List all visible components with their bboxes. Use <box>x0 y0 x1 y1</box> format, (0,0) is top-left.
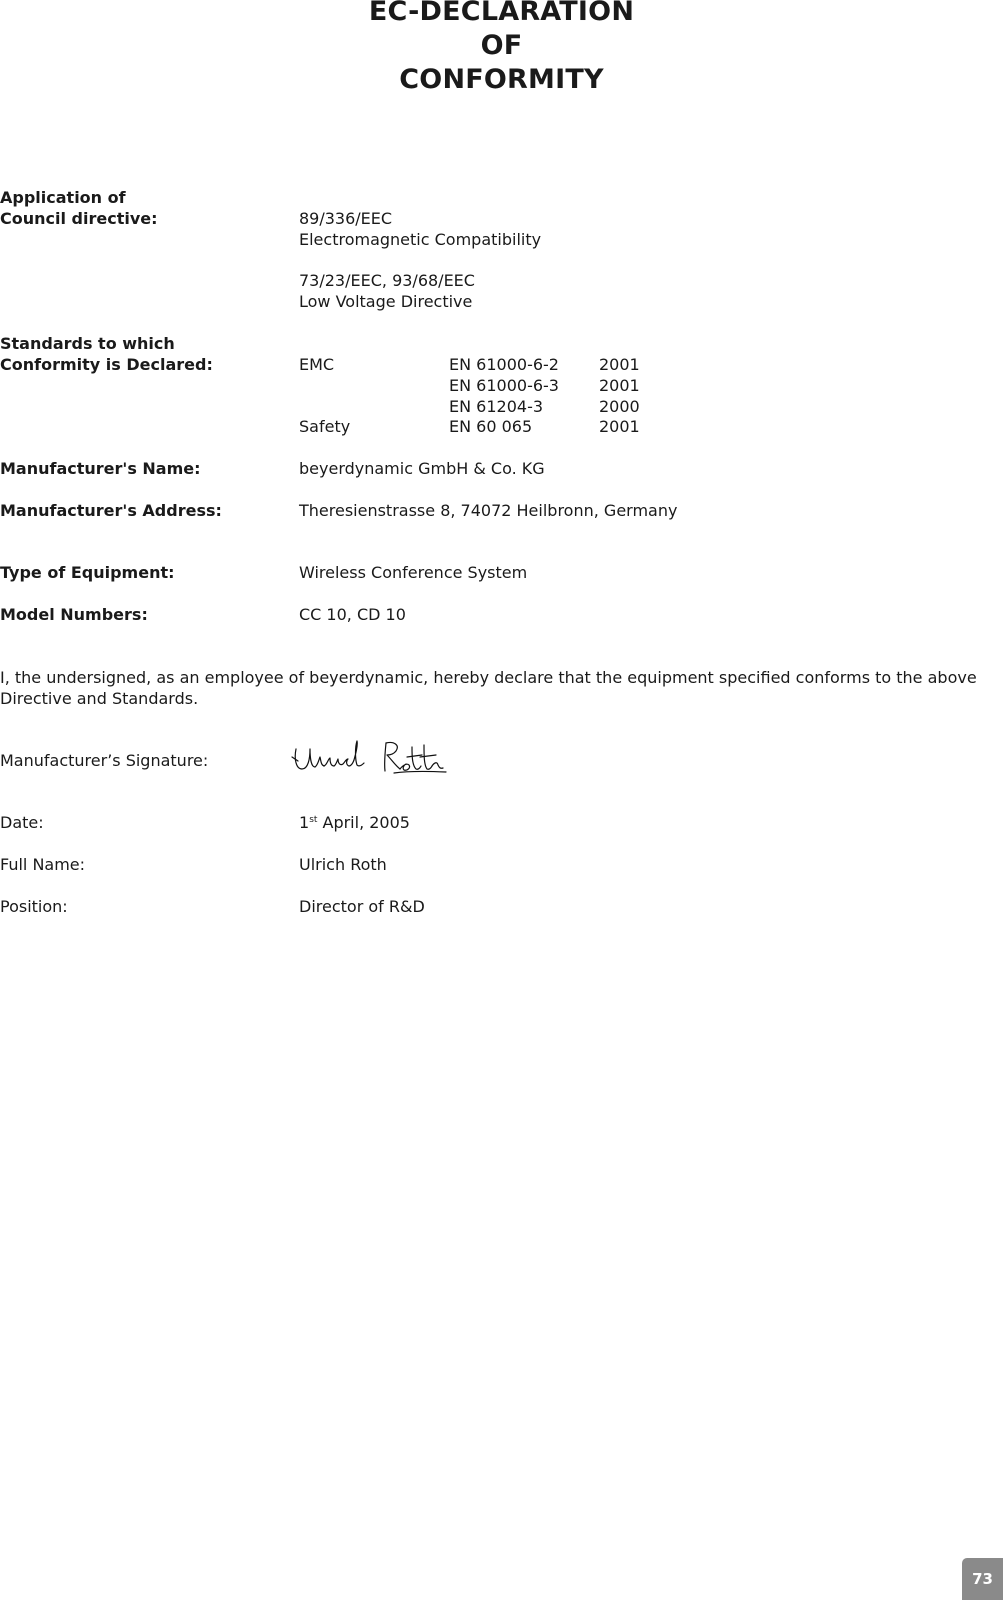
standard-code: EN 61204-3 <box>449 397 544 416</box>
standard-year: 2001 <box>599 417 640 436</box>
application-label-line-2: Council directive: <box>0 209 158 228</box>
date-day: 1 <box>299 813 310 832</box>
manufacturer-address-value: Theresienstrasse 8, 74072 Heilbronn, Germany <box>299 501 678 520</box>
date-label: Date: <box>0 813 44 832</box>
equipment-type-value: Wireless Conference System <box>299 563 528 582</box>
handwritten-signature <box>290 735 450 791</box>
standard-code: EN 60 065 <box>449 417 533 436</box>
standard-year: 2000 <box>599 397 640 416</box>
signature-image <box>290 735 450 791</box>
standard-code: EN 61000-6-3 <box>449 376 559 395</box>
declaration-statement: I, the undersigned, as an employee of beyerdynamic, hereby declare that the equipment specified conforms to the above Directive and Standards. <box>0 668 977 708</box>
directive-1-name: Electromagnetic Compatibility <box>299 230 542 249</box>
title-line-3: CONFORMITY <box>399 64 604 95</box>
full-name-value: Ulrich Roth <box>299 855 387 874</box>
directive-2-code: 73/23/EEC, 93/68/EEC <box>299 271 475 290</box>
standards-label-line-2: Conformity is Declared: <box>0 355 213 374</box>
date-ordinal: st <box>309 815 318 825</box>
signature-label: Manufacturer’s Signature: <box>0 751 209 770</box>
title-line-2: OF <box>480 30 523 61</box>
directive-1-code: 89/336/EEC <box>299 209 393 228</box>
title-line-1: EC-DECLARATION <box>368 0 635 27</box>
date-value <box>299 812 410 833</box>
standards-label-line-1: Standards to which <box>0 334 175 353</box>
directive-2-name: Low Voltage Directive <box>299 292 473 311</box>
application-label-line-1: Application of <box>0 188 126 207</box>
standard-category: EMC <box>299 355 335 374</box>
standard-code: EN 61000-6-2 <box>449 355 559 374</box>
standard-year: 2001 <box>599 355 640 374</box>
position-label: Position: <box>0 897 68 916</box>
standard-year: 2001 <box>599 376 640 395</box>
equipment-type-label: Type of Equipment: <box>0 563 175 582</box>
date-rest: April, 2005 <box>317 813 410 832</box>
model-numbers-label: Model Numbers: <box>0 605 148 624</box>
page-title <box>0 0 1003 97</box>
manufacturer-name-label: Manufacturer's Name: <box>0 459 201 478</box>
standard-category: Safety <box>299 417 351 436</box>
model-numbers-value: CC 10, CD 10 <box>299 605 406 624</box>
full-name-label: Full Name: <box>0 855 86 874</box>
position-value: Director of R&D <box>299 897 425 916</box>
page-number-badge: 73 <box>962 1558 1003 1600</box>
manufacturer-address-label: Manufacturer's Address: <box>0 501 222 520</box>
manufacturer-name-value: beyerdynamic GmbH & Co. KG <box>299 459 545 478</box>
